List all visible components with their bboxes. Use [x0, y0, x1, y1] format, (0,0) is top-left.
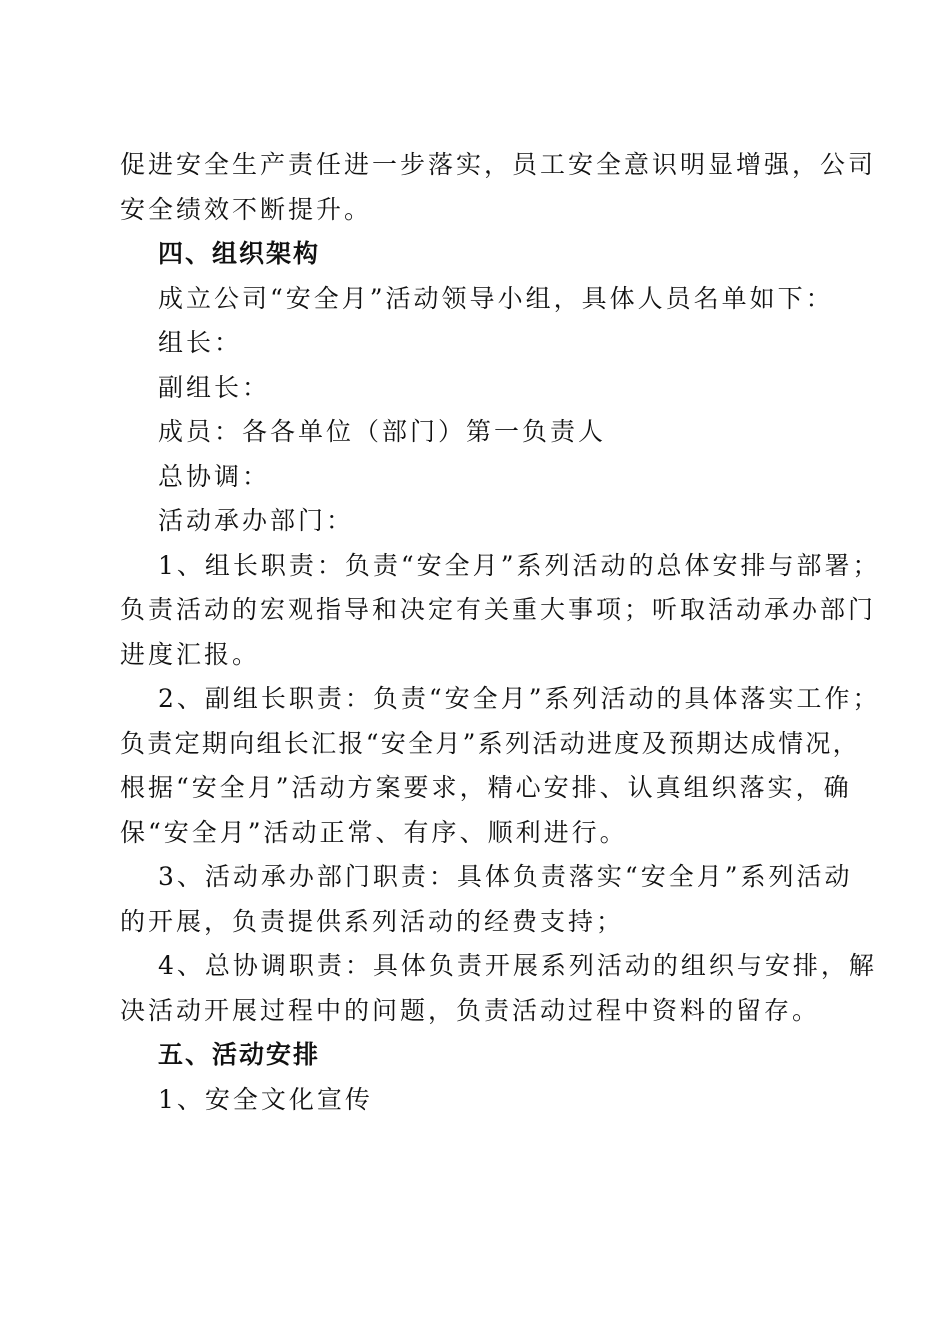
- members-line: 成员：各各单位（部门）第一负责人: [158, 417, 607, 446]
- paragraph-line: 根据“安全月”活动方案要求，精心安排、认真组织落实，确: [120, 773, 852, 802]
- host-department-line: 活动承办部门：: [158, 506, 355, 535]
- coordinator-line: 总协调：: [158, 461, 271, 491]
- paragraph-line: 的开展，负责提供系列活动的经费支持；: [120, 906, 625, 936]
- paragraph-line: 4、总协调职责：具体负责开展系列活动的组织与安排，解: [158, 951, 877, 980]
- paragraph-line: 促进安全生产责任进一步落实，员工安全意识明显增强，公司: [120, 150, 877, 179]
- paragraph-line: 保“安全月”活动正常、有序、顺利进行。: [120, 817, 628, 847]
- list-item: 1、安全文化宣传: [158, 1084, 373, 1114]
- paragraph-line: 成立公司“安全月”活动领导小组，具体人员名单如下：: [158, 283, 834, 313]
- vice-leader-line: 副组长：: [158, 372, 271, 402]
- paragraph-line: 进度汇报。: [120, 639, 261, 669]
- document-body: [120, 143, 881, 1122]
- paragraph-line: 决活动开展过程中的问题，负责活动过程中资料的留存。: [120, 995, 821, 1025]
- paragraph-line: 安全绩效不断提升。: [120, 194, 373, 224]
- paragraph-line: 2、副组长职责：负责“安全月”系列活动的具体落实工作；: [158, 684, 881, 713]
- paragraph-line: 3、活动承办部门职责：具体负责落实“安全月”系列活动: [158, 862, 853, 891]
- paragraph-line: 1、组长职责：负责“安全月”系列活动的总体安排与部署；: [158, 550, 881, 580]
- section-heading-activities: 五、活动安排: [158, 1040, 321, 1069]
- section-heading-organization: 四、组织架构: [158, 239, 321, 268]
- paragraph-line: 负责活动的宏观指导和决定有关重大事项；听取活动承办部门: [120, 595, 877, 624]
- leader-line: 组长：: [158, 328, 243, 357]
- paragraph-line: 负责定期向组长汇报“安全月”系列活动进度及预期达成情况，: [120, 728, 860, 758]
